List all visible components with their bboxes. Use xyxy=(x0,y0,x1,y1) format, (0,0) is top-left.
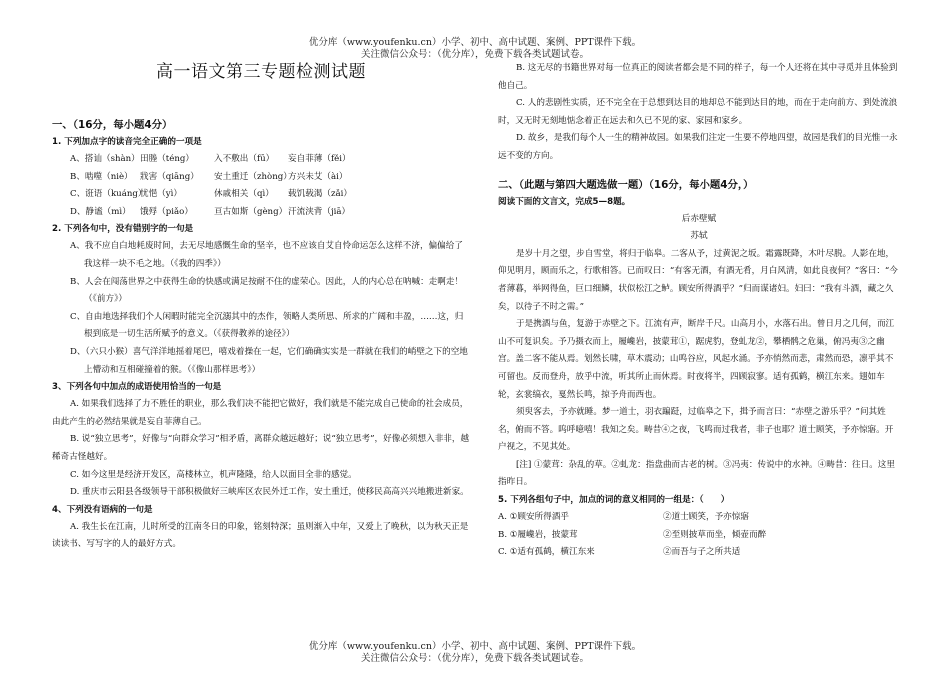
question-3-option-a: A. 如果我们选择了力不胜任的职业，那么我们决不能把它做好，我们就是不能完成自己使命的社会成员，由此产生的必然结果就是妄自菲薄自己。 xyxy=(52,399,469,427)
passage-paragraph-2: 于是携酒与鱼，复游于赤壁之下。江流有声，断岸千尺。山高月小，水落石出。曾日月之几何，而江山不可复识矣。予乃摄衣而上，履巉岩，披蒙茸①，踞虎豹，登虬龙②，攀栖鹘之危巢，俯冯夷③之幽宫。盖二客不能从焉。划然长啸，草木震动；山鸣谷应，风起水涌。予亦悄然而悲，肃然而恐，凛乎其不可留也。反而登舟，放乎中流，听其所止而休焉。时夜将半，四顾寂寥。适有孤鹤，横江东来。翅如车轮，玄裳缟衣，戛然长鸣，掠予舟而西也。 xyxy=(498,319,895,400)
question-3-stem: 3、下列各句中加点的成语使用恰当的一句是 xyxy=(52,382,222,393)
passage-note: [注] ①蒙茸：杂乱的草。②虬龙：指盘曲而古老的树。③冯夷：传说中的水神。④畴昔：往日。这里指昨日。 xyxy=(498,459,895,488)
question-5-option-a xyxy=(498,509,900,527)
section-2-heading: 二、（此题与第四大题选做一题）（16分，每小题4分，） xyxy=(498,178,754,191)
question-1-option-a xyxy=(52,151,470,169)
section-1-heading: 一、（16分，每小题4分） xyxy=(52,119,173,131)
question-3-option-d: D. 重庆市云阳县各级领导干部积极做好三峡库区农民外迁工作，安土重迁，使移民高高兴兴地搬进新家。 xyxy=(70,487,469,498)
q1-a-3: 入不敷出（fū） xyxy=(214,154,275,164)
q5-a-1: A. ①顾安所得酒乎 xyxy=(498,512,569,523)
question-1-option-d xyxy=(52,204,470,222)
question-5-option-c xyxy=(498,544,900,562)
q5-b-1: B. ①履巉岩，披蒙茸 xyxy=(498,529,578,540)
question-5-stem: 5. 下列各组句子中，加点的词的意义相同的一组是：（ ） xyxy=(498,495,730,506)
question-2-option-d: D、（六只小猴）喜气洋洋地摇着尾巴，嘻戏着操在一起，它们确确实实是一群就在我们的峭壁之下的空地上懵动和互相碰撞着的猴。（《像山那样思考》） xyxy=(70,346,468,375)
q1-d-2: 饿殍（piǎo） xyxy=(140,206,193,217)
footer-line-1: 优分库（www.youfenku.cn）小学、初中、高中试题、案例、PPT课件下载。 xyxy=(308,641,642,652)
q1-d-3: 亘古如斯（gèng） xyxy=(214,206,288,217)
passage-paragraph-1: 是岁十月之望，步自雪堂，将归于临皋。二客从予，过黄泥之坂。霜露既降，木叶尽脱。人影在地，仰见明月，顾而乐之，行歌相答。已而叹曰：“有客无酒，有酒无肴，月白风清，如此良夜何？”客曰：“今者薄暮，举网得鱼，巨口细鳞，状似松江之鲈。顾安所得酒乎？”归而谋诸妇。妇曰：“我有斗酒，藏之久矣，以待子不时之需。” xyxy=(498,248,898,312)
q5-c-1: C. ①适有孤鹤，横江东来 xyxy=(498,547,595,558)
question-1-option-c xyxy=(52,186,470,204)
page-footer xyxy=(0,641,950,665)
q1-d-1: D、静谧（mì） xyxy=(70,206,131,217)
passage-title: 后赤壁赋 xyxy=(681,213,717,224)
question-2-option-a: A、我不应自白地耗废时间，去无尽地感慨生命的坚辛，也不应该自艾自怜命运怎么这样不济，偏偏给了我这样一块不毛之地。（《我的四季》） xyxy=(70,241,463,269)
q1-d-4: 汗流浃背（jiā） xyxy=(288,206,351,217)
q5-c-2: ②而吾与子之所共适 xyxy=(663,547,741,558)
exam-title: 高一语文第三专题检测试题 xyxy=(156,62,366,82)
left-column xyxy=(52,60,470,554)
page-header xyxy=(0,37,950,61)
question-4-option-a: A. 我生长在江南，儿时所受的江南冬日的印象，铭刻特深；虽则渐入中年，又爱上了晚秋，以为秋天正是读读书、写写字的人的最好方式。 xyxy=(52,521,469,550)
question-4-stem: 4、下列没有语病的一句是 xyxy=(52,504,153,515)
question-2-stem: 2. 下列各句中，没有错别字的一句是 xyxy=(52,224,194,235)
question-3-option-c: C. 如今这里是经济开发区，高楼林立，机声隆隆，给人以面目全非的感觉。 xyxy=(70,469,357,480)
passage-paragraph-3: 须臾客去，予亦就睡。梦一道士，羽衣蹁跹，过临皋之下，揖予而言曰：“赤壁之游乐乎？”问其姓名，俯而不答。呜呼噫嘻！我知之矣。畴昔④之夜，飞鸣而过我者，非子也耶？道士顾笑，予亦惊寤。开户视之，不见其处。 xyxy=(498,407,894,453)
q1-a-4: 妄自菲薄（fěi） xyxy=(288,154,351,164)
q1-c-1: C、诳语（kuáng） xyxy=(70,189,147,200)
passage-author: 苏轼 xyxy=(690,231,708,242)
q1-c-4: 载饥载渴（zǎi） xyxy=(288,189,352,200)
q1-c-2: 忧悒（yì） xyxy=(140,189,182,200)
q1-b-4: 方兴未艾（ài） xyxy=(288,171,348,182)
q1-c-3: 休戚相关（qì） xyxy=(214,189,274,200)
question-1-option-b xyxy=(52,169,470,187)
q1-b-2: 戕害（qiāng） xyxy=(140,171,199,182)
footer-line-2: 关注微信公众号：（优分库），免费下载各类试题试卷。 xyxy=(360,653,589,664)
q1-b-3: 安土重迁（zhòng） xyxy=(214,171,292,182)
question-2-option-c: C、自由地选择我们个人闲暇时能完全沉溺其中的杰作，领略人类所思、所求的广阔和丰盈，……这，归根到底是一切生活所赋予的意义。（《获得教养的途径》） xyxy=(70,311,464,340)
question-2-option-b: B、人会在闯荡世界之中获得生命的快感或满足按耐不住的虚荣心。因此，人的内心总在呐喊：走啊走！（《前方》） xyxy=(70,276,464,305)
header-line-1: 优分库（www.youfenku.cn）小学、初中、高中试题、案例、PPT课件下载。 xyxy=(308,37,642,48)
q1-b-1: B、啮噬（niè） xyxy=(70,171,133,182)
q1-a-2: 田塍（téng） xyxy=(140,154,194,164)
question-4-option-c: C. 人的悲剧性实质，还不完全在于总想到达目的地却总不能到达目的地，而在于走向前方、到处流浪时，又无时无刻地惦念着正在远去和久已不见的家、家园和家乡。 xyxy=(498,98,898,126)
reading-instructions: 阅读下面的文言文，完成5—8题。 xyxy=(498,196,631,207)
question-4-option-b: B. 这无尽的书籍世界对每一位真正的阅读者都会是不同的样子，每一个人还将在其中寻觅并且体验到他自己。 xyxy=(498,63,898,91)
question-3-option-b: B. 说“独立思考”，好像与“向群众学习”相矛盾，离群众越远越好；说“独立思考”，好像必须想入非非，越稀奇古怪越好。 xyxy=(52,434,470,462)
header-line-2: 关注微信公众号：（优分库），免费下载各类试题试卷。 xyxy=(360,49,589,60)
q5-a-2: ②道士顾笑，予亦惊寤 xyxy=(663,512,749,523)
spacer xyxy=(498,166,900,176)
question-4-option-d: D. 故乡，是我们每个人一生的精神故园。如果我们注定一生要不停地四望，故园是我们的目光惟一永远不变的方向。 xyxy=(498,133,898,161)
q5-b-2: ②至则披草而坐，倾壶而醉 xyxy=(663,529,767,540)
question-1-stem: 1. 下列加点字的读音完全正确的一项是 xyxy=(52,137,202,147)
right-column xyxy=(498,60,900,562)
question-5-option-b xyxy=(498,527,900,545)
q1-a-1: A、搭讪（shàn） xyxy=(70,154,140,164)
